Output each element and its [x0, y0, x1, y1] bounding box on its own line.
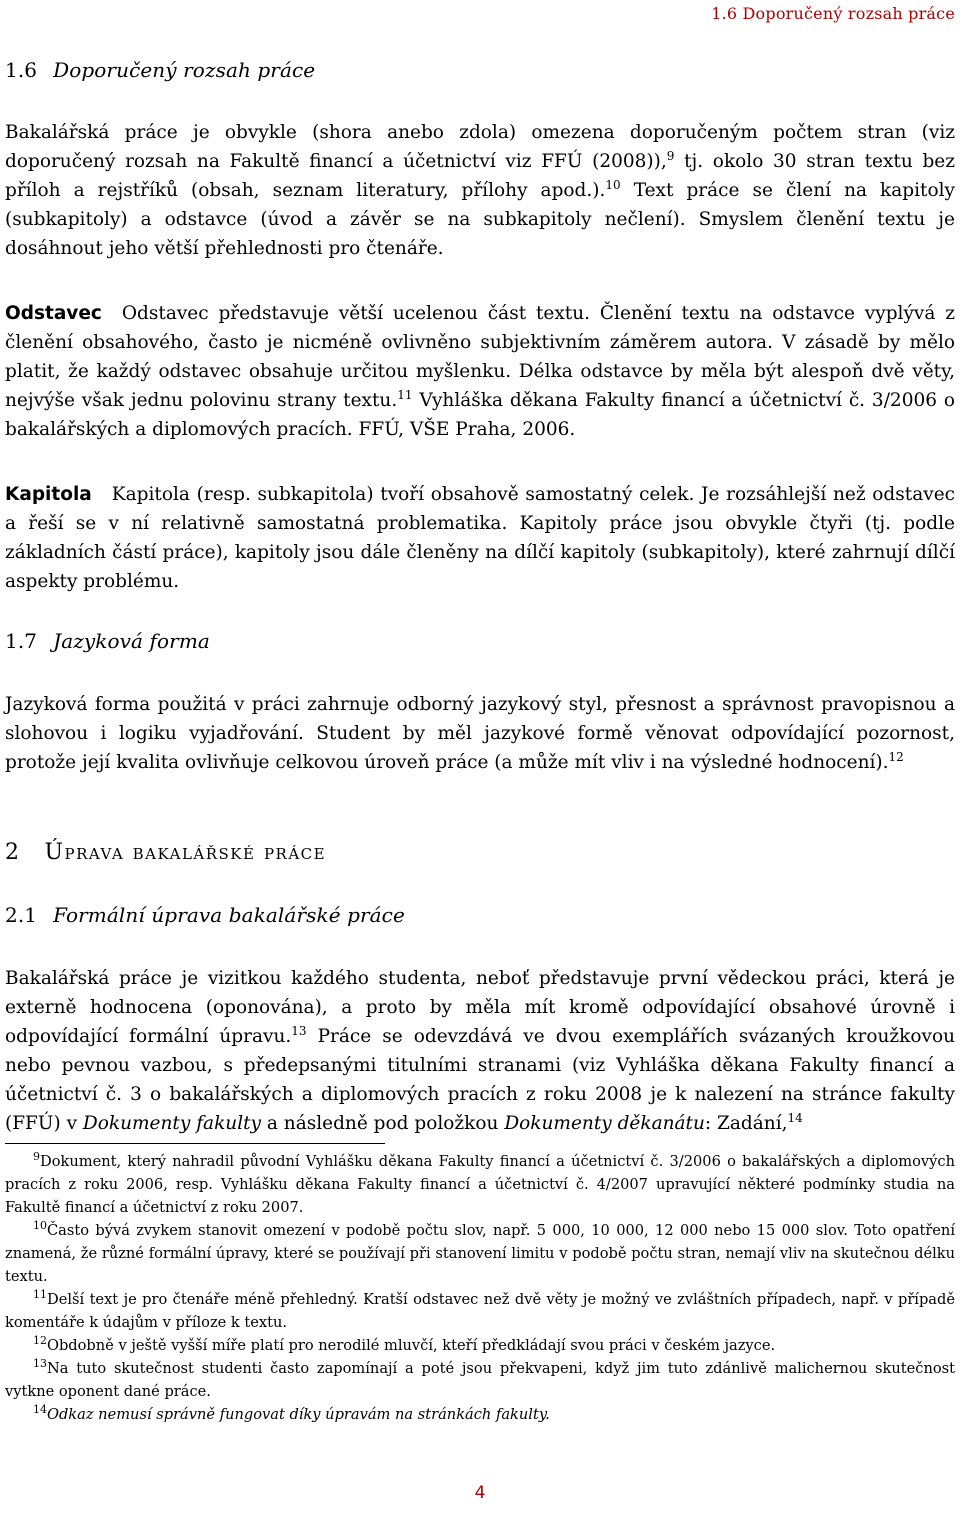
footnote-text: Dokument, který nahradil původní Vyhlášku děkana Fakulty financí a účetnictví č. 3/2006 o bakalářských a diplomových pracích z roku 2006, resp. Vyhlášku děkana Fakulty financí a účetnictví č. 4/2007 upravující některé podmínky studia na Fakultě financí a účetnictví z roku 2007. — [5, 1153, 955, 1216]
footnotes — [5, 1150, 955, 1426]
footnote-text: Často bývá zvykem stanovit omezení v podobě počtu slov, např. 5 000, 10 000, 12 000 nebo 15 000 slov. Toto opatření znamená, že různé formální úpravy, které se používají při stanovení limitu v podobě počtu stran, nemají vliv na skutečnou délku textu. — [5, 1222, 955, 1285]
footnote-number: 13 — [33, 1357, 47, 1371]
footnote-rule — [5, 1143, 385, 1144]
footnote-text: Delší text je pro čtenáře méně přehledný. Kratší odstavec než dvě věty je možný ve zvláštních případech, např. v případě komentáře k údajům v příloze k textu. — [5, 1291, 955, 1331]
footnote-14 — [5, 1403, 955, 1426]
text-run: Jazyková forma použitá v práci zahrnuje odborný jazykový styl, přesnost a správnost pravopisnou a slohovou i logiku vyjadřování. Student by měl jazykové formě věnovat odpovídající pozornost, protože její kvalita ovlivňuje celkovou úroveň práce (a může mít vliv i na výsledné hodnocení). — [5, 694, 955, 773]
footnote-number: 10 — [33, 1219, 47, 1233]
footnote-number: 9 — [33, 1150, 40, 1164]
text-run: Práce se odevzdává ve dvou exemplářích svázaných kroužkovou nebo pevnou vazbou, s předepsanými titulními stranami (viz Vyhláška děkana Fakulty financí a účetnictví č. 3 o bakalářských a diplomových pracích z roku 2008 je k nalezení na stránce fakulty (FFÚ) v — [5, 1026, 956, 1134]
text-run: Bakalářská práce je obvykle (shora anebo zdola) omezena doporučeným počtem stran (viz doporučený rozsah na Fakultě financí a účetnictví viz FFÚ (2008)), — [5, 122, 955, 172]
link-dokumenty-dekanatu[interactable]: Dokumenty děkanátu — [504, 1113, 705, 1134]
text-run: : Zadání, — [704, 1113, 788, 1134]
term-kapitola: Kapitola — [5, 484, 92, 505]
footnote-ref-10[interactable]: 10 — [605, 177, 621, 192]
text-run: Bakalářská práce je vizitkou každého studenta, neboť představuje první vědeckou práci, která je externě hodnocena (oponována), a proto by měla mít kromě odpovídající obsahové úrovně i odpovídající formální úpravu. — [5, 968, 955, 1047]
footnote-ref-14[interactable]: 14 — [787, 1110, 803, 1125]
text-run: Text práce se člení na kapitoly (subkapitoly) a odstavce (úvod a závěr se na subkapitoly nečlení). Smyslem členění textu je dosáhnout jeho větší přehlednosti pro čtenáře. — [5, 180, 955, 259]
paragraph-formalni-uprava — [5, 964, 955, 1138]
chapter-title: Úprava bakalářské práce — [44, 840, 327, 865]
paragraph-kapitola — [5, 480, 955, 596]
footnote-ref-13[interactable]: 13 — [291, 1023, 307, 1038]
footnote-number: 12 — [33, 1334, 47, 1348]
footnote-ref-9[interactable]: 9 — [666, 148, 675, 163]
section-heading-1-6 — [5, 58, 315, 82]
page-number: 4 — [474, 1483, 486, 1503]
paragraph-jazykova-forma — [5, 690, 955, 777]
footnote-number: 14 — [33, 1403, 47, 1417]
section-number: 1.7 — [5, 629, 38, 653]
footnote-9 — [5, 1150, 955, 1219]
chapter-heading-2 — [5, 840, 326, 865]
section-title: Jazyková forma — [53, 629, 210, 653]
paragraph-intro — [5, 118, 955, 263]
footnote-11 — [5, 1288, 955, 1334]
term-odstavec: Odstavec — [5, 303, 102, 324]
link-dokumenty-fakulty[interactable]: Dokumenty fakulty — [82, 1113, 261, 1134]
paragraph-odstavec — [5, 299, 955, 444]
footnote-text: Na tuto skutečnost studenti často zapomínají a poté jsou překvapeni, když jim tuto zdánlivě malichernou skutečnost vytkne oponent dané práce. — [5, 1360, 955, 1400]
section-title: Formální úprava bakalářské práce — [53, 903, 405, 927]
footnote-text: Obdobně v ještě vyšší míře platí pro nerodilé mluvčí, kteří předkládají svou práci v českém jazyce. — [47, 1337, 776, 1354]
section-number: 2.1 — [5, 903, 38, 927]
footnote-10 — [5, 1219, 955, 1288]
footnote-ref-11[interactable]: 11 — [397, 387, 413, 402]
section-title: Doporučený rozsah práce — [53, 58, 316, 82]
section-number: 1.6 — [5, 58, 38, 82]
footnote-12 — [5, 1334, 955, 1357]
section-heading-1-7 — [5, 629, 210, 653]
text-run: Vyhláška děkana Fakulty financí a účetnictví č. 3/2006 o bakalářských a diplomových pracích. FFÚ, VŠE Praha, 2006. — [5, 390, 955, 440]
text-run: tj. okolo 30 stran textu bez příloh a rejstříků (obsah, seznam literatury, přílohy apod.). — [5, 151, 955, 201]
chapter-number: 2 — [5, 840, 21, 865]
text-run: Kapitola (resp. subkapitola) tvoří obsahově samostatný celek. Je rozsáhlejší než odstavec a řeší se v ní relativně samostatná problematika. Kapitoly práce jsou obvykle čtyři (tj. podle základních částí práce), kapitoly jsou dále členěny na dílčí kapitoly (subkapitoly), které zahrnují dílčí aspekty problému. — [5, 484, 955, 592]
text-run: a následně pod položkou — [261, 1113, 505, 1134]
section-heading-2-1 — [5, 903, 405, 927]
running-head: 1.6 Doporučený rozsah práce — [711, 4, 955, 23]
footnote-text: Odkaz nemusí správně fungovat díky úpravám na stránkách fakulty. — [47, 1406, 550, 1423]
footnote-number: 11 — [33, 1288, 47, 1302]
footnote-13 — [5, 1357, 955, 1403]
footnote-ref-12[interactable]: 12 — [888, 749, 904, 764]
text-run: Odstavec představuje větší ucelenou část textu. Členění textu na odstavce vyplývá z členění obsahového, často je nicméně ovlivněno subjektivním záměrem autora. V zásadě by mělo platit, že každý odstavec obsahuje určitou myšlenku. Délka odstavce by měla být alespoň dvě věty, nejvýše však jednu polovinu strany textu. — [5, 303, 955, 411]
